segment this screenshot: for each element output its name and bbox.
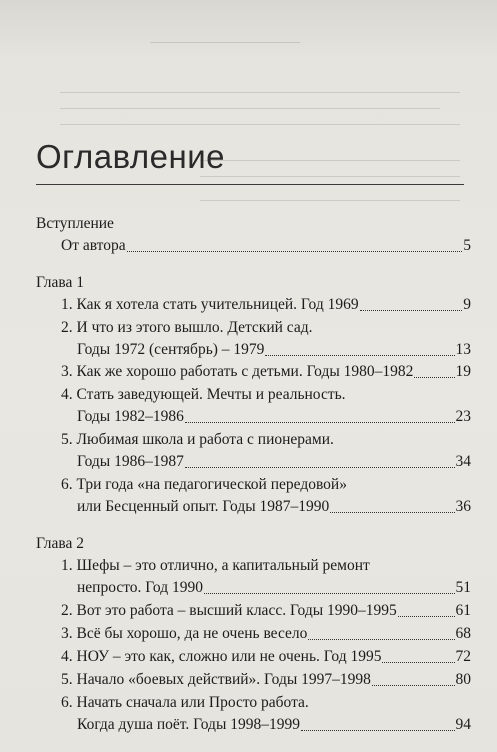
dot-leader <box>308 623 454 640</box>
toc-entry-page: 36 <box>455 498 471 515</box>
toc-entry-page: 13 <box>455 341 471 358</box>
toc-entry-title-cont: Когда душа поёт. Годы 1998–1999 <box>77 716 300 733</box>
dot-leader <box>382 646 454 663</box>
dot-leader <box>265 339 454 356</box>
toc-entry-title: 5. Начало «боевых действий». Годы 1997–1998 <box>61 671 371 688</box>
toc-entry[interactable] <box>77 451 471 473</box>
dot-leader <box>185 451 455 468</box>
toc-entry[interactable] <box>61 600 471 622</box>
toc-entry-title[interactable]: 5. Любимая школа и работа с пионерами. <box>61 431 334 448</box>
dot-leader <box>360 294 463 311</box>
toc-entry[interactable] <box>77 714 471 736</box>
toc-entry-page: 9 <box>463 296 471 313</box>
toc-entry-title[interactable]: 6. Начать сначала или Просто работа. <box>61 694 309 711</box>
toc-entry[interactable] <box>61 361 471 383</box>
toc-entry-title[interactable]: 1. Шефы – это отлично, а капитальный ремонт <box>61 557 370 574</box>
toc-entry-title[interactable]: 6. Три года «на педагогической передовой» <box>61 476 347 493</box>
toc-entry-page: 51 <box>455 579 471 596</box>
toc-entry-title: 4. НОУ – это как, сложно или не очень. Год 1995 <box>61 648 382 665</box>
toc-entry-title: 2. Вот это работа – высший класс. Годы 1990–1995 <box>61 602 397 619</box>
toc-entry[interactable] <box>61 235 471 257</box>
toc-entry-title: 3. Как же хорошо работать с детьми. Годы 1980–1982 <box>61 363 414 380</box>
section-heading-intro: Вступление <box>36 215 114 232</box>
toc-entry-title-cont: Годы 1986–1987 <box>77 453 184 470</box>
dot-leader <box>414 361 454 378</box>
toc-entry-title: От автора <box>61 237 126 254</box>
section-heading-chapter2: Глава 2 <box>36 535 85 552</box>
toc-entry-title-cont: Годы 1982–1986 <box>77 408 184 425</box>
toc-entry-page: 5 <box>463 237 471 254</box>
toc-entry[interactable] <box>77 406 471 428</box>
toc-entry-title-cont: Годы 1972 (сентябрь) – 1979 <box>77 341 265 358</box>
toc-entry-page: 34 <box>455 453 471 470</box>
toc-entry[interactable] <box>61 646 471 668</box>
toc-entry[interactable] <box>77 339 471 361</box>
toc-entry-title: 3. Всё бы хорошо, да не очень весело <box>61 625 308 642</box>
toc-entry-page: 61 <box>455 602 471 619</box>
dot-leader <box>127 235 463 252</box>
toc-entry-page: 23 <box>455 408 471 425</box>
toc-entry-title-cont: или Бесценный опыт. Годы 1987–1990 <box>77 498 330 515</box>
toc-entry[interactable] <box>77 496 471 518</box>
dot-leader <box>185 406 455 423</box>
toc-entry-page: 80 <box>455 671 471 688</box>
dot-leader <box>204 577 455 594</box>
toc-entry-title[interactable]: 4. Стать заведующей. Мечты и реальность. <box>61 386 346 403</box>
toc-entry-page: 72 <box>455 648 471 665</box>
toc-entry[interactable] <box>77 577 471 599</box>
toc-entry[interactable] <box>61 623 471 645</box>
toc-entry[interactable] <box>61 669 471 691</box>
toc-entry-page: 68 <box>455 625 471 642</box>
toc-entry-page: 19 <box>455 363 471 380</box>
dot-leader <box>372 669 455 686</box>
dot-leader <box>330 496 454 513</box>
toc-entry-title: 1. Как я хотела стать учительницей. Год 1969 <box>61 296 359 313</box>
dot-leader <box>301 714 455 731</box>
page-title: Оглавление <box>36 138 225 175</box>
toc-entry[interactable] <box>61 294 471 316</box>
section-heading-chapter1: Глава 1 <box>36 274 85 291</box>
title-underline <box>36 184 464 185</box>
toc-entry-title-cont: непросто. Год 1990 <box>77 579 203 596</box>
dot-leader <box>398 600 455 617</box>
toc-entry-page: 94 <box>455 716 471 733</box>
toc-entry-title[interactable]: 2. И что из этого вышло. Детский сад. <box>61 319 313 336</box>
